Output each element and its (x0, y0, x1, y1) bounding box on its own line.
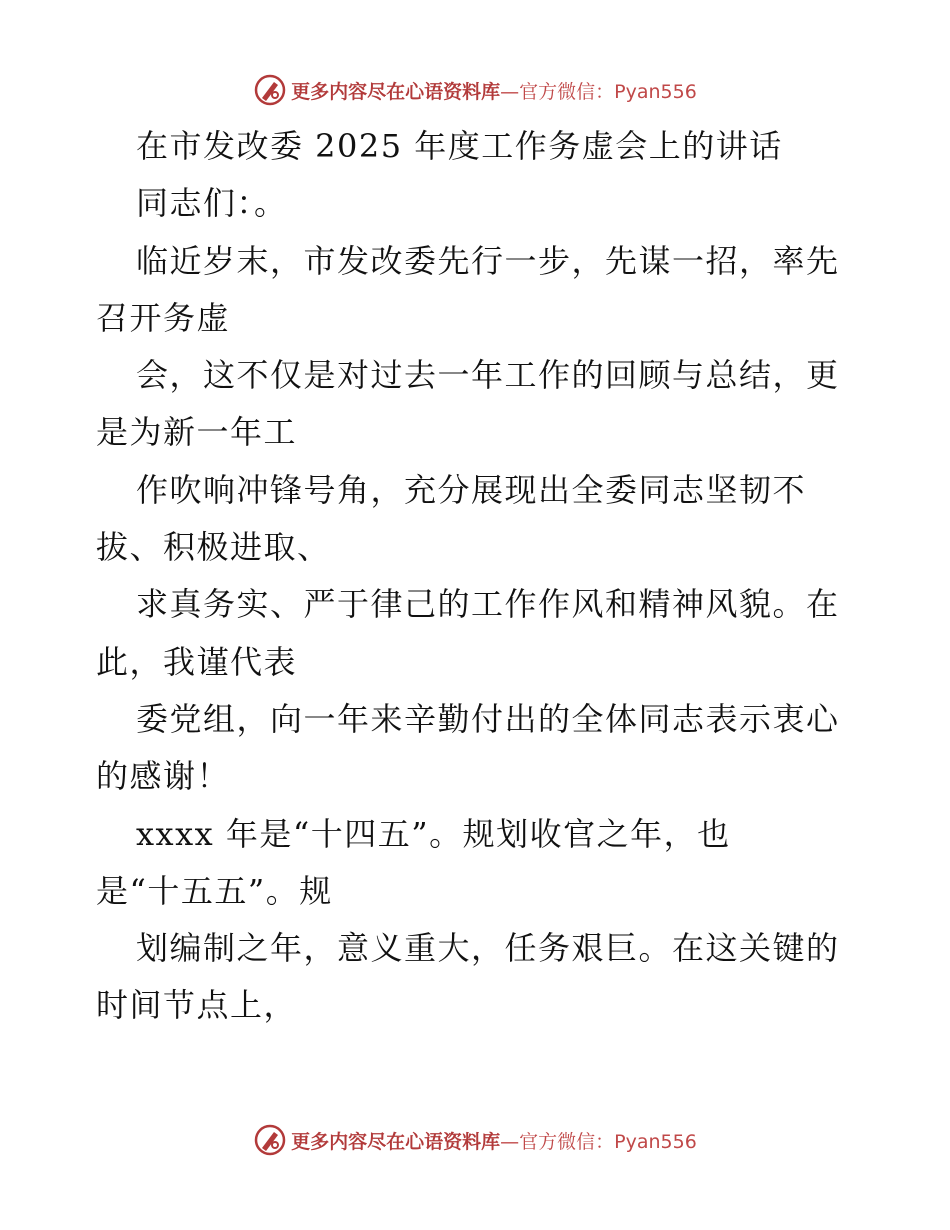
text-line: 在市发改委 2025 年度工作务虚会上的讲话 (136, 127, 783, 165)
document-body (96, 118, 856, 1035)
text-line: 同志们：。 (136, 184, 288, 223)
text-line: 会，这不仅是对过去一年工作的回顾与总结，更 (136, 356, 840, 395)
watermark-text (291, 77, 697, 104)
watermark-wechat: 官方微信：Pyan556 (519, 1130, 697, 1153)
text-line: 是“十五五”。规 (96, 871, 333, 910)
watermark-sep: — (500, 1130, 520, 1153)
text-line: 划编制之年，意义重大，任务艰巨。在这关键的 (136, 929, 840, 968)
watermark-main: 更多内容尽在心语资料库 (291, 1130, 501, 1153)
text-line: 时间节点上， (96, 986, 298, 1025)
text-line: 临近岁末，市发改委先行一步，先谋一招，率先 (136, 241, 840, 280)
footer-watermark (0, 1120, 950, 1160)
text-line: 是为新一年工 (96, 413, 298, 452)
text-line: 的感谢！ (96, 757, 231, 796)
text-line: 委党组，向一年来辛勤付出的全体同志表示衷心 (136, 699, 840, 738)
text-line: xxxx 年是“十四五”。规划收官之年，也 (136, 814, 731, 853)
watermark-sep: — (500, 80, 520, 103)
pen-logo-icon (253, 73, 287, 107)
header-watermark (0, 70, 950, 110)
watermark-main: 更多内容尽在心语资料库 (291, 80, 501, 103)
text-line: 召开务虚 (96, 298, 231, 337)
pen-logo-icon (253, 1123, 287, 1157)
text-line: 拔、积极进取、 (96, 528, 331, 567)
text-line: 此，我谨代表 (96, 642, 298, 681)
watermark-wechat: 官方微信：Pyan556 (519, 80, 697, 103)
text-line: 求真务实、严于律己的工作作风和精神风貌。在 (136, 585, 840, 624)
watermark-text (291, 1127, 697, 1154)
text-line: 作吹响冲锋号角，充分展现出全委同志坚韧不 (136, 470, 807, 509)
